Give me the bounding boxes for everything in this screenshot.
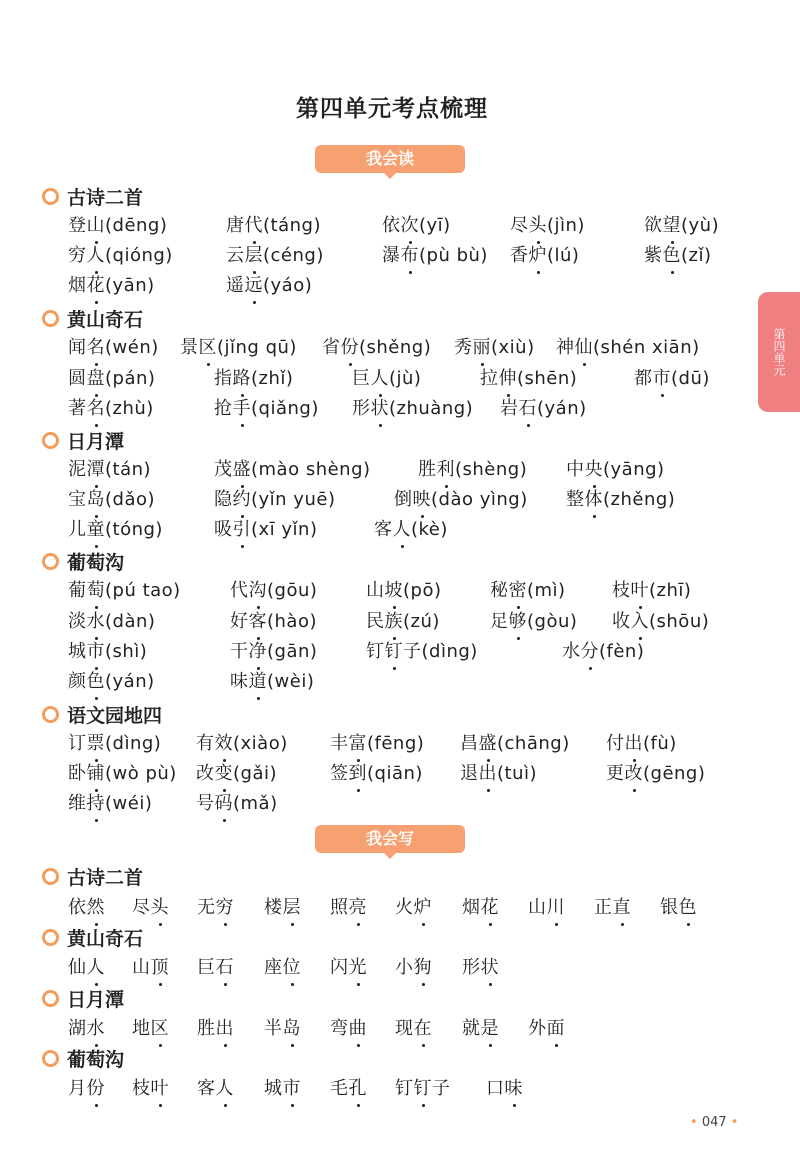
vocab-word: 枝叶 <box>132 1078 169 1099</box>
emphasis-dot <box>159 983 162 986</box>
section-heading <box>42 863 143 889</box>
section-heading-text: 葡萄沟 <box>67 552 125 574</box>
bullet-ring-icon <box>42 432 59 449</box>
section-heading <box>42 548 124 574</box>
vocab-word: 紫色(zǐ) <box>644 245 712 266</box>
vocab-word: 岩石(yán) <box>500 398 587 419</box>
vocab-word: 吸引(xī yǐn) <box>214 519 318 540</box>
vocab-word: 山坡(pō) <box>366 580 442 601</box>
vocab-word: 客人 <box>197 1078 234 1099</box>
emphasis-dot <box>159 1044 162 1047</box>
vocab-word: 退出(tuì) <box>460 763 538 784</box>
vocab-word: 省份(shěng) <box>322 337 432 358</box>
emphasis-dot <box>223 819 226 822</box>
emphasis-dot <box>489 983 492 986</box>
vocab-word: 拉伸(shēn) <box>480 368 578 389</box>
bullet-ring-icon <box>42 929 59 946</box>
emphasis-dot <box>257 697 260 700</box>
vocab-word: 颜色(yán) <box>68 671 155 692</box>
bullet-ring-icon <box>42 868 59 885</box>
section-heading <box>42 427 124 453</box>
vocab-word: 半岛 <box>264 1018 301 1039</box>
vocab-word: 神仙(shén xiān) <box>556 337 700 358</box>
vocab-word: 水分(fèn) <box>562 641 645 662</box>
emphasis-dot <box>95 819 98 822</box>
section-heading-text: 日月潭 <box>67 989 125 1011</box>
vocab-word: 毛孔 <box>330 1078 367 1099</box>
bullet-ring-icon <box>42 553 59 570</box>
vocab-word: 胜出 <box>197 1018 234 1039</box>
vocab-word: 依然 <box>68 897 105 918</box>
vocab-word: 闻名(wén) <box>68 337 159 358</box>
vocab-word: 足够(gòu) <box>490 611 578 632</box>
emphasis-dot <box>357 983 360 986</box>
vocab-word: 更改(gēng) <box>606 763 706 784</box>
vocab-word: 茂盛(mào shèng) <box>214 459 371 480</box>
emphasis-dot <box>555 923 558 926</box>
section-heading-text: 黄山奇石 <box>67 928 144 950</box>
vocab-word: 口味 <box>486 1078 523 1099</box>
emphasis-dot <box>537 271 540 274</box>
vocab-word: 烟花 <box>462 897 499 918</box>
emphasis-dot <box>357 1104 360 1107</box>
section-heading <box>42 305 143 331</box>
vocab-word: 山川 <box>528 897 565 918</box>
vocab-word: 枝叶(zhī) <box>612 580 692 601</box>
emphasis-dot <box>593 515 596 518</box>
emphasis-dot <box>489 923 492 926</box>
vocab-word: 楼层 <box>264 897 301 918</box>
vocab-word: 隐约(yǐn yuē) <box>214 489 336 510</box>
vocab-word: 著名(zhù) <box>68 398 154 419</box>
bullet-ring-icon <box>42 1050 59 1067</box>
vocab-word: 秀丽(xiù) <box>454 337 535 358</box>
vocab-word: 尽头(jìn) <box>510 215 585 236</box>
vocab-word: 弯曲 <box>330 1018 367 1039</box>
vocab-word: 付出(fù) <box>606 733 677 754</box>
vocab-word: 依次(yī) <box>382 215 451 236</box>
emphasis-dot <box>95 1104 98 1107</box>
section-heading-text: 古诗二首 <box>67 867 144 889</box>
emphasis-dot <box>207 363 210 366</box>
emphasis-dot <box>671 271 674 274</box>
vocab-word: 城市 <box>264 1078 301 1099</box>
bullet-ring-icon <box>42 310 59 327</box>
bullet-ring-icon <box>42 990 59 1007</box>
emphasis-dot <box>422 1044 425 1047</box>
section-heading-text: 日月潭 <box>67 431 125 453</box>
vocab-word: 钉钉子 <box>395 1078 451 1099</box>
vocab-word: 整体(zhěng) <box>566 489 676 510</box>
vocab-word: 昌盛(chāng) <box>460 733 570 754</box>
vocab-word: 烟花(yān) <box>68 275 155 296</box>
vocab-word: 银色 <box>660 897 697 918</box>
vocab-word: 儿童(tóng) <box>68 519 163 540</box>
section-heading <box>42 183 143 209</box>
emphasis-dot <box>583 363 586 366</box>
vocab-word: 号码(mǎ) <box>196 793 278 814</box>
emphasis-dot <box>357 1044 360 1047</box>
vocab-word: 泥潭(tán) <box>68 459 152 480</box>
emphasis-dot <box>253 301 256 304</box>
emphasis-dot <box>589 667 592 670</box>
vocab-word: 外面 <box>528 1018 565 1039</box>
emphasis-dot <box>357 789 360 792</box>
vocab-word: 秘密(mì) <box>490 580 566 601</box>
vocab-word: 民族(zú) <box>366 611 440 632</box>
emphasis-dot <box>291 923 294 926</box>
emphasis-dot <box>224 1044 227 1047</box>
vocab-word: 城市(shì) <box>68 641 148 662</box>
vocab-word: 葡萄(pú tao) <box>68 580 181 601</box>
vocab-word: 代沟(gōu) <box>230 580 318 601</box>
vocab-word: 巨人(jù) <box>352 368 422 389</box>
section-heading-text: 黄山奇石 <box>67 309 144 331</box>
section-heading <box>42 1045 124 1071</box>
vocab-word: 云层(céng) <box>226 245 324 266</box>
vocab-word: 丰富(fēng) <box>330 733 425 754</box>
vocab-word: 味道(wèi) <box>230 671 315 692</box>
bullet-ring-icon <box>42 188 59 205</box>
vocab-word: 收入(shōu) <box>612 611 710 632</box>
vocab-word: 淡水(dàn) <box>68 611 156 632</box>
emphasis-dot <box>422 983 425 986</box>
vocab-word: 景区(jǐng qū) <box>180 337 297 358</box>
vocab-word: 改变(gǎi) <box>196 763 278 784</box>
emphasis-dot <box>687 923 690 926</box>
vocab-word: 指路(zhǐ) <box>214 368 294 389</box>
vocab-word: 抢手(qiǎng) <box>214 398 319 419</box>
vocab-word: 地区 <box>132 1018 169 1039</box>
vocab-word: 形状 <box>462 957 499 978</box>
vocab-word: 宝岛(dǎo) <box>68 489 156 510</box>
emphasis-dot <box>159 923 162 926</box>
vocab-word: 山顶 <box>132 957 169 978</box>
vocab-word: 无穷 <box>197 897 234 918</box>
vocab-word: 客人(kè) <box>374 519 448 540</box>
vocab-word: 尽头 <box>132 897 169 918</box>
vocab-word: 有效(xiào) <box>196 733 288 754</box>
vocab-word: 座位 <box>264 957 301 978</box>
vocab-word: 仙人 <box>68 957 105 978</box>
section-heading <box>42 924 143 950</box>
page-title: 第四单元考点梳理 <box>296 96 488 122</box>
emphasis-dot <box>487 789 490 792</box>
section-heading-text: 古诗二首 <box>67 187 144 209</box>
vocab-word: 中央(yāng) <box>566 459 665 480</box>
vocab-word: 穷人(qióng) <box>68 245 173 266</box>
section-heading-text: 语文园地四 <box>67 705 163 727</box>
vocab-word: 香炉(lú) <box>510 245 580 266</box>
emphasis-dot <box>527 424 530 427</box>
bullet-ring-icon <box>42 706 59 723</box>
vocab-word: 圆盘(pán) <box>68 368 156 389</box>
emphasis-dot <box>291 1044 294 1047</box>
emphasis-dot <box>241 545 244 548</box>
vocab-word: 登山(dēng) <box>68 215 168 236</box>
section-heading-text: 葡萄沟 <box>67 1049 125 1071</box>
vocab-word: 都市(dū) <box>634 368 710 389</box>
emphasis-dot <box>291 983 294 986</box>
section-heading <box>42 985 124 1011</box>
page-number: • 047 • <box>690 1115 739 1130</box>
emphasis-dot <box>401 545 404 548</box>
emphasis-dot <box>517 637 520 640</box>
vocab-word: 就是 <box>462 1018 499 1039</box>
vocab-word: 月份 <box>68 1078 105 1099</box>
emphasis-dot <box>224 983 227 986</box>
emphasis-dot <box>159 1104 162 1107</box>
vocab-word: 瀑布(pù bù) <box>382 245 488 266</box>
vocab-word: 唐代(táng) <box>226 215 321 236</box>
emphasis-dot <box>95 301 98 304</box>
emphasis-dot <box>621 923 624 926</box>
read-banner: 我会读 <box>315 145 465 173</box>
vocab-word: 倒映(dào yìng) <box>394 489 528 510</box>
unit-side-tab: 第四单元 <box>758 292 800 412</box>
emphasis-dot <box>422 1104 425 1107</box>
vocab-word: 签到(qiān) <box>330 763 423 784</box>
emphasis-dot <box>633 789 636 792</box>
emphasis-dot <box>95 697 98 700</box>
write-banner: 我会写 <box>315 825 465 853</box>
vocab-word: 形状(zhuàng) <box>352 398 474 419</box>
emphasis-dot <box>555 1044 558 1047</box>
emphasis-dot <box>422 923 425 926</box>
vocab-word: 卧铺(wò pù) <box>68 763 177 784</box>
emphasis-dot <box>224 1104 227 1107</box>
emphasis-dot <box>224 923 227 926</box>
vocab-word: 火炉 <box>395 897 432 918</box>
emphasis-dot <box>489 1044 492 1047</box>
vocab-word: 干净(gān) <box>230 641 318 662</box>
emphasis-dot <box>241 424 244 427</box>
emphasis-dot <box>357 923 360 926</box>
vocab-word: 巨石 <box>197 957 234 978</box>
vocab-word: 正直 <box>594 897 631 918</box>
vocab-word: 欲望(yù) <box>644 215 720 236</box>
emphasis-dot <box>513 1104 516 1107</box>
emphasis-dot <box>661 394 664 397</box>
vocab-word: 钉钉子(dìng) <box>366 641 478 662</box>
vocab-word: 维持(wéi) <box>68 793 153 814</box>
vocab-word: 遥远(yáo) <box>226 275 313 296</box>
vocab-word: 闪光 <box>330 957 367 978</box>
vocab-word: 湖水 <box>68 1018 105 1039</box>
vocab-word: 好客(hào) <box>230 611 317 632</box>
vocab-word: 照亮 <box>330 897 367 918</box>
vocab-word: 订票(dìng) <box>68 733 162 754</box>
emphasis-dot <box>409 271 412 274</box>
emphasis-dot <box>379 424 382 427</box>
section-heading <box>42 701 162 727</box>
vocab-word: 现在 <box>395 1018 432 1039</box>
vocab-word: 胜利(shèng) <box>418 459 528 480</box>
emphasis-dot <box>393 667 396 670</box>
emphasis-dot <box>291 1104 294 1107</box>
vocab-word: 小狗 <box>395 957 432 978</box>
